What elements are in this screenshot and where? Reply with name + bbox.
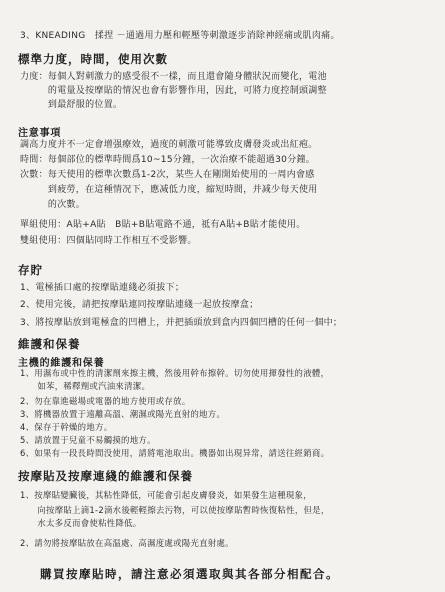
storage-item-1: 1、電極插口處的按摩貼連綫必須拔下； xyxy=(20,283,185,293)
notes-line-1: 調高力度并不一定會增强療效，過度的刺激可能導致皮膚發炎或出紅疱。 xyxy=(20,140,318,150)
host-item-6: 6、如果有一段長時間没使用，請將電池取出。機器如出現异常，請送往經銷商。 xyxy=(20,448,330,458)
notes-line-3: 次數：每天使用的標準次數爲1-2次，某些人在剛開始使用的一周内會感 xyxy=(20,170,315,180)
notes-line-4: 到疲勞，在這種情况下，應减低力度，縮短時間，并减少每天使用 xyxy=(20,185,318,195)
storage-item-3: 3、將按摩貼放到電極盒的凹槽上，并把插頭放到盒内四個凹槽的任何一個中； xyxy=(20,318,343,328)
pads-item-2: 2、請勿將按摩貼放在高温處、高濕度處或陽光直射處。 xyxy=(20,538,234,548)
pads-item-1-cont-2: 水太多反而會使粘性降低。 xyxy=(20,518,142,528)
storage-item-2: 2、使用完後，請把按摩貼連同按摩貼連綫一起放按摩盒； xyxy=(20,300,259,310)
pads-item-1: 1、按摩貼變臟後，其粘性降低，可能會引起皮膚發炎，如果發生這種現象， xyxy=(20,490,312,500)
host-maintenance-heading: 主機的維護和保養 xyxy=(18,358,105,369)
single-use-line: 單組使用：A貼+A貼 B貼+B貼電路不通，祗有A貼+B貼才能使用。 xyxy=(20,220,306,230)
intensity-line-2: 的電量及按摩貼的情況也會有影響作用，因此，可將力度控制頭調整 xyxy=(20,86,327,96)
notes-line-2: 時間：每個部位的標準時間爲10~15分鐘，一次治療不能超過30分鐘。 xyxy=(20,155,316,165)
intensity-line-3: 到最舒服的位置。 xyxy=(20,100,123,110)
kneading-line: 3、KNEADING 揉捏 －通過用力壓和輕壓等刺激逐步消除神經痛或肌肉痛。 xyxy=(20,31,340,41)
pads-heading: 按摩貼及按摩連綫的維護和保養 xyxy=(18,469,193,483)
pads-item-1-cont-1: 向按摩貼上滴1-2滴水後輕輕擦去污物，可以使按摩貼暫時恢復粘性，但是， xyxy=(20,505,330,515)
host-item-1: 1、用濕布或中性的清潔劑來擦主機，然後用幹布擦幹。切勿使用揮發性的液體， xyxy=(20,368,330,378)
maintenance-heading: 維護和保養 xyxy=(18,337,81,351)
notes-heading: 注意事項 xyxy=(18,128,62,139)
host-item-5: 5、請放置于兒童不易觸摸的地方。 xyxy=(20,435,156,445)
host-item-3: 3、將機器放置于遠離高溫、潮濕或陽光直射的地方。 xyxy=(20,409,226,419)
storage-heading: 存貯 xyxy=(18,263,43,277)
host-item-1-cont: 如苯，稀釋劑或汽油來清潔。 xyxy=(20,381,151,391)
footer-note: 購買按摩貼時，請注意必須選取與其各部分相配合。 xyxy=(40,567,339,581)
host-item-2: 2、勿在靠進磁場或電器的地方使用或存放。 xyxy=(20,396,191,406)
host-item-4: 4、保存于幹燥的地方。 xyxy=(20,422,113,432)
double-use-line: 雙組使用：四個貼同時工作相互不受影響。 xyxy=(20,236,197,246)
intensity-heading: 標準力度，時間，使用次數 xyxy=(18,52,168,66)
intensity-line-1: 力度：每個人對刺激力的感受很不一樣，而且還會隨身體狀況而變化，電池 xyxy=(20,72,327,82)
notes-line-5: 的次數。 xyxy=(20,200,86,210)
